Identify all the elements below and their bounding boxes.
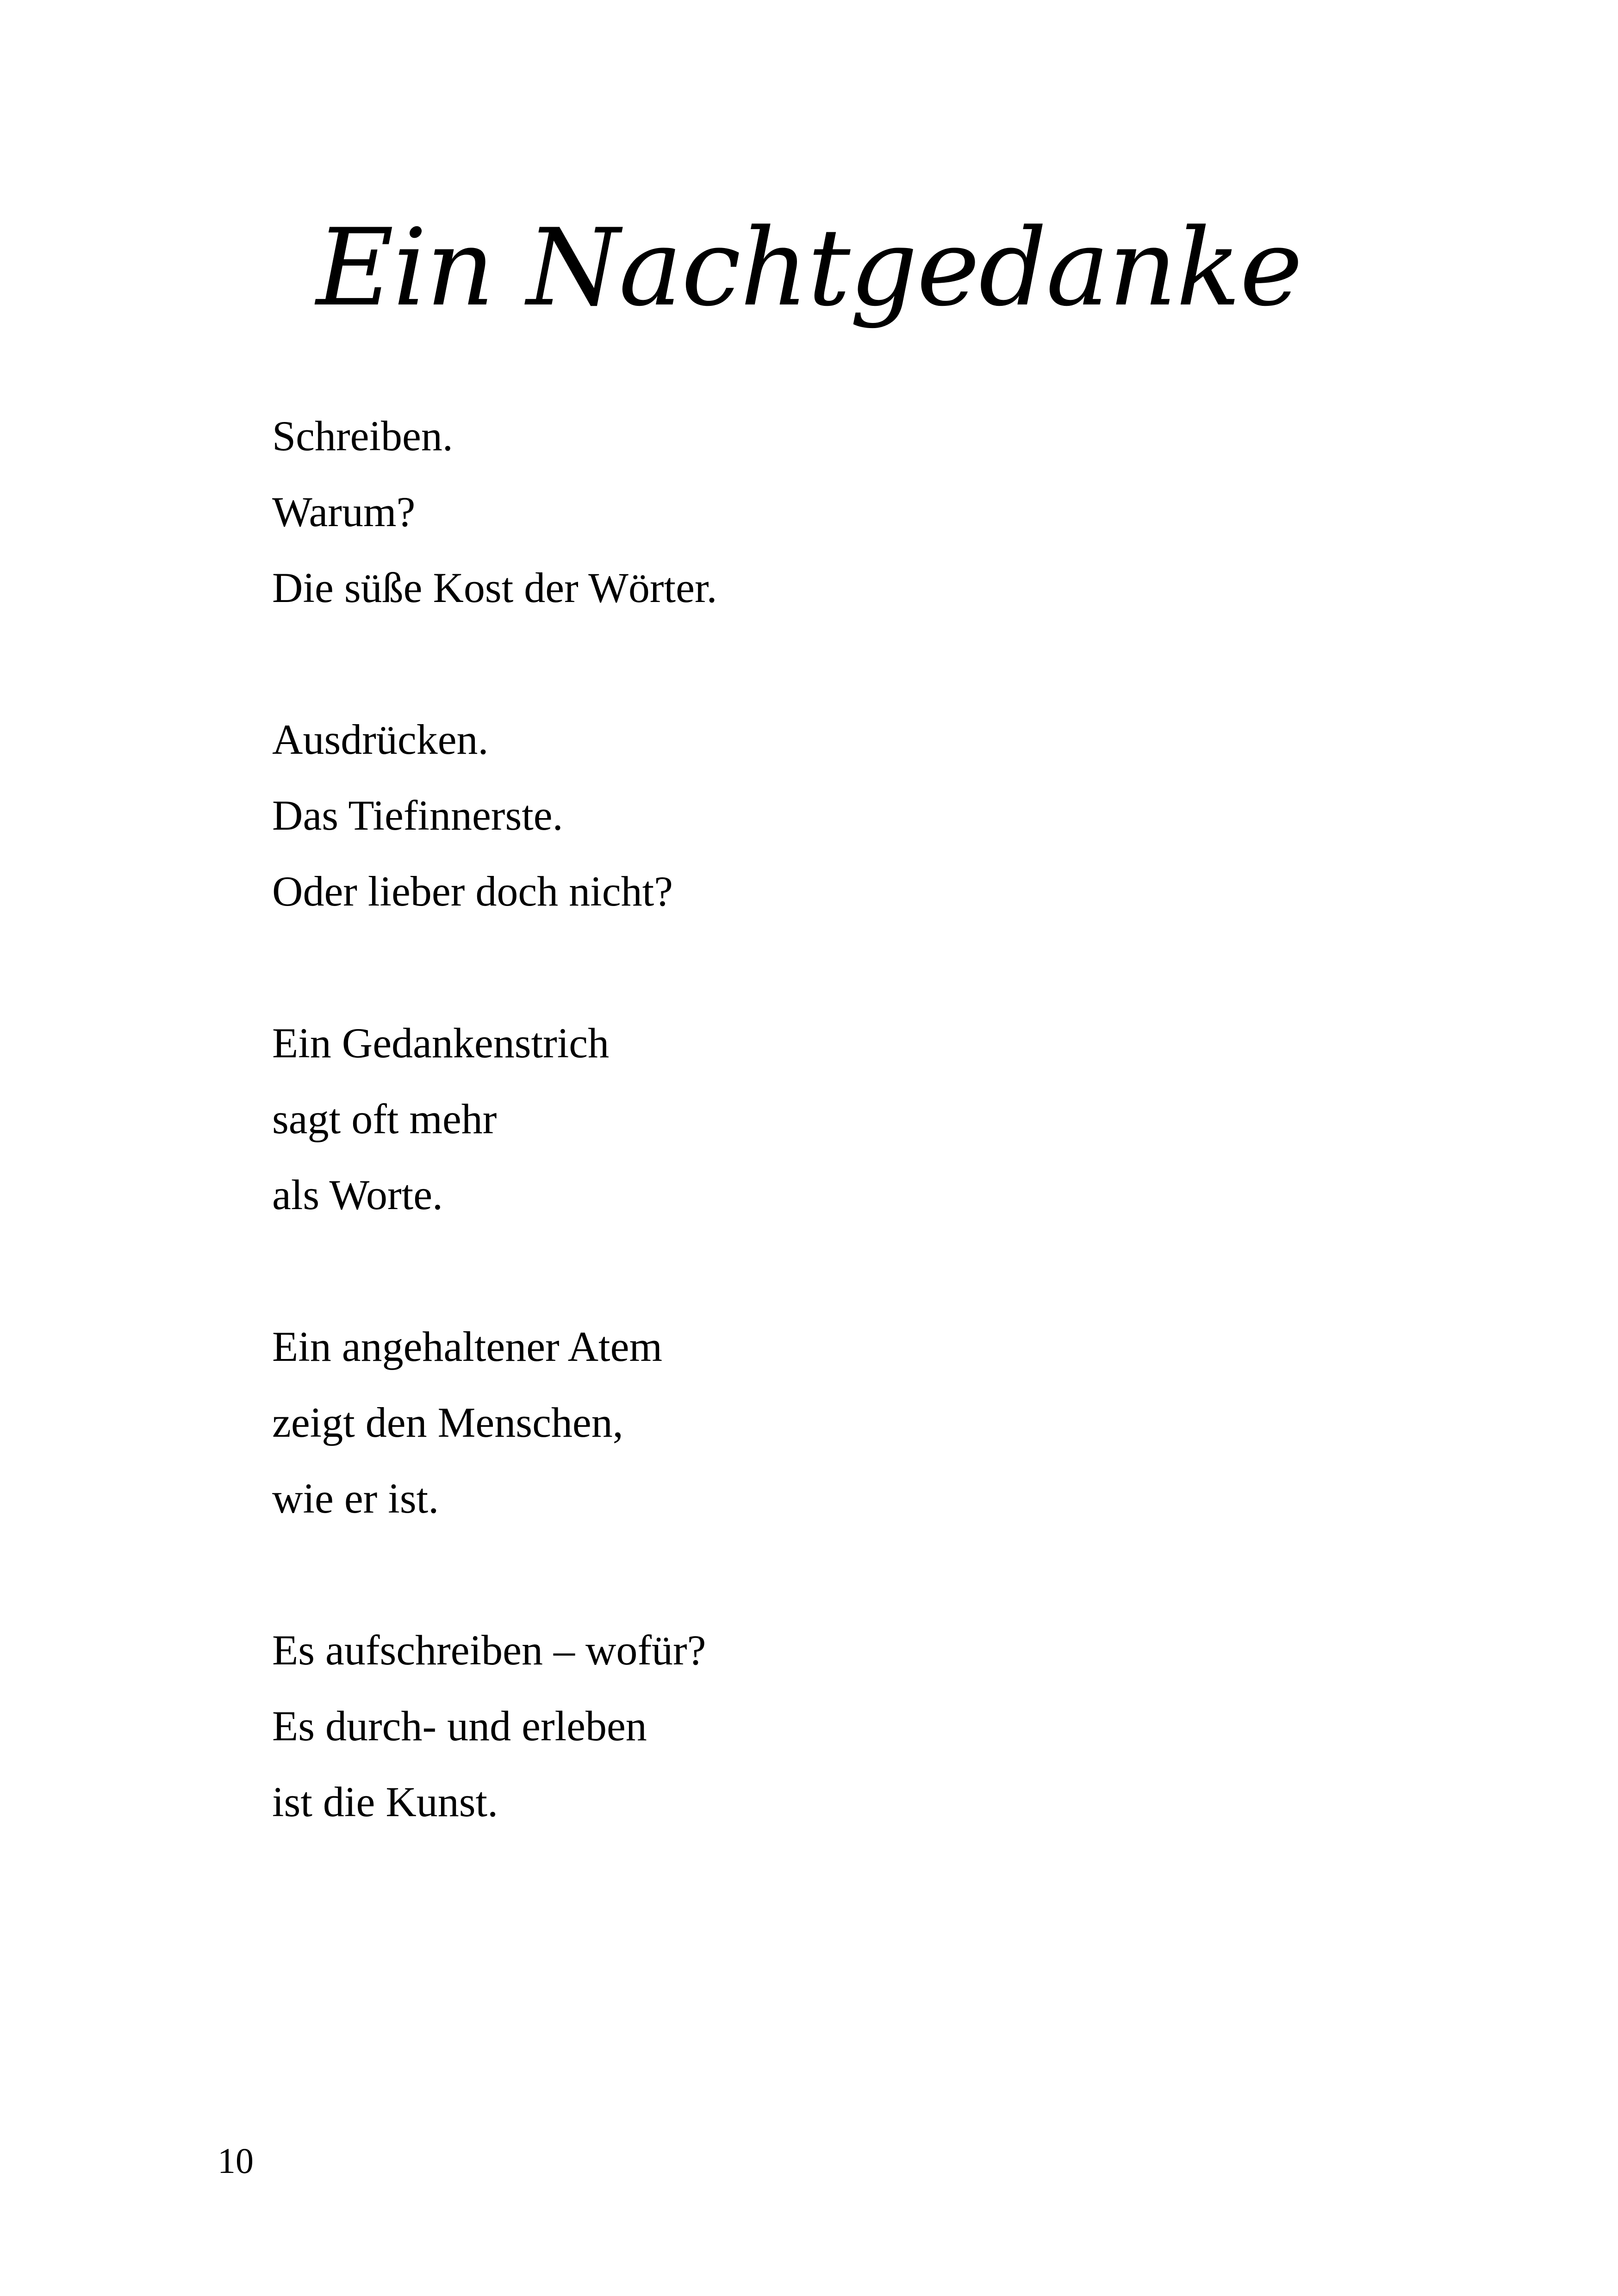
poem-line: sagt oft mehr — [272, 1095, 497, 1142]
poem-line: Ein Gedankenstrich — [272, 1019, 610, 1067]
poem-line: ist die Kunst. — [272, 1778, 498, 1825]
poem-line: Schreiben. — [272, 412, 453, 459]
stanza-2 — [272, 701, 1383, 929]
stanza-3 — [272, 1005, 1383, 1233]
poem-line: Oder lieber doch nicht? — [272, 868, 673, 915]
poem-line: Das Tiefinnerste. — [272, 792, 563, 839]
stanza-4 — [272, 1309, 1383, 1536]
poem-body — [272, 398, 1383, 1916]
poem-line: Es aufschreiben – wofür? — [272, 1626, 706, 1674]
stanza-5 — [272, 1612, 1383, 1840]
page-number: 10 — [218, 2141, 254, 2181]
poem-line: wie er ist. — [272, 1475, 439, 1522]
poem-line: als Worte. — [272, 1171, 443, 1218]
poem-line: Ausdrücken. — [272, 716, 489, 763]
poem-line: Ein angehaltener Atem — [272, 1323, 663, 1370]
poem-title: Ein Nachtgedanke — [316, 206, 1302, 330]
poem-line: zeigt den Menschen, — [272, 1399, 623, 1446]
poem-line: Die süße Kost der Wörter. — [272, 564, 717, 611]
poem-line: Es durch- und erleben — [272, 1702, 647, 1750]
stanza-1 — [272, 398, 1383, 626]
poem-line: Warum? — [272, 488, 416, 535]
